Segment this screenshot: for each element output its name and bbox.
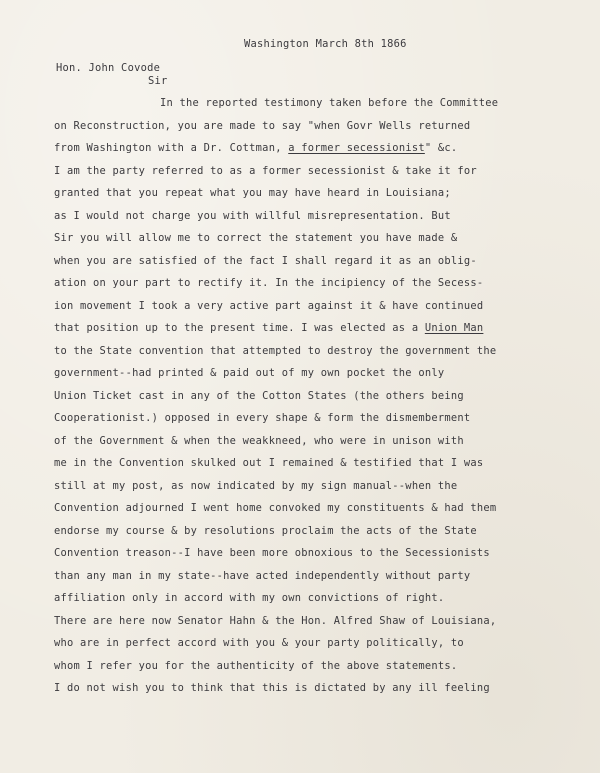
body-line xyxy=(54,475,574,498)
body-line xyxy=(54,542,574,565)
line-text: of the Government & when the weakkneed, who were in unison with xyxy=(54,434,464,447)
line-text: who are in perfect accord with you & your party politically, to xyxy=(54,637,464,649)
line-text: Cooperationist.) opposed in every shape & form the dismemberment xyxy=(54,412,471,424)
dateline: Washington March 8th 1866 xyxy=(244,38,407,50)
line-text: Convention treason--I have been more obnoxious to the Secessionists xyxy=(54,547,490,559)
line-text: Union Ticket cast in any of the Cotton States (the others being xyxy=(54,389,464,402)
body-line xyxy=(54,92,574,115)
body-line xyxy=(54,587,574,610)
line-text: There are here now Senator Hahn & the Hon. Alfred Shaw of Louisiana, xyxy=(54,614,497,627)
addressee: Hon. John Covode xyxy=(56,62,161,74)
line-text: " &c. xyxy=(424,142,458,154)
body-line xyxy=(54,497,574,520)
body-line xyxy=(54,632,574,655)
line-text: than any man in my state--have acted independently without party xyxy=(54,569,471,582)
body-line xyxy=(54,362,574,385)
body-line xyxy=(54,182,574,205)
line-text: me in the Convention skulked out I remained & testified that I was xyxy=(54,457,484,469)
line-text: I am the party referred to as a former secessionist & take it for xyxy=(54,164,477,177)
line-text: as I would not charge you with willful misrepresentation. But xyxy=(54,209,451,222)
line-text: from Washington with a Dr. Cottman, xyxy=(54,142,289,154)
body-line xyxy=(54,565,574,588)
line-text: In the reported testimony taken before the Committee xyxy=(160,97,499,109)
body-line xyxy=(54,520,574,543)
body-line xyxy=(54,227,574,250)
body-line xyxy=(54,295,574,318)
line-text: Convention adjourned I went home convoked my constituents & had them xyxy=(54,502,497,514)
line-text: when you are satisfied of the fact I shall regard it as an oblig- xyxy=(54,254,477,267)
line-text: government--had printed & paid out of my own pocket the only xyxy=(54,367,445,379)
line-text: whom I refer you for the authenticity of the above statements. xyxy=(54,659,458,672)
line-text: ation on your part to rectify it. In the incipiency of the Secess- xyxy=(54,277,484,289)
body-line xyxy=(54,655,574,678)
body-line xyxy=(54,115,574,138)
body-line xyxy=(54,160,574,183)
letter-body xyxy=(54,92,574,700)
salutation: Sir xyxy=(148,75,168,87)
line-text: ion movement I took a very active part against it & have continued xyxy=(54,299,484,312)
line-text: endorse my course & by resolutions proclaim the acts of the State xyxy=(54,524,477,537)
body-line xyxy=(54,250,574,273)
line-text: Sir you will allow me to correct the statement you have made & xyxy=(54,232,458,244)
line-text: I do not wish you to think that this is dictated by any ill feeling xyxy=(54,682,490,694)
line-text: affiliation only in accord with my own convictions of right. xyxy=(54,592,445,604)
line-text: that position up to the present time. I was elected as a xyxy=(54,322,425,334)
body-line xyxy=(54,137,574,160)
line-text: on Reconstruction, you are made to say "when Govr Wells returned xyxy=(54,119,471,132)
body-line xyxy=(54,317,574,340)
line-text: to the State convention that attempted to destroy the government the xyxy=(54,344,497,357)
body-line xyxy=(54,340,574,363)
body-line xyxy=(54,205,574,228)
body-line xyxy=(54,677,574,700)
body-line xyxy=(54,385,574,408)
body-line xyxy=(54,610,574,633)
body-line xyxy=(54,430,574,453)
line-text: still at my post, as now indicated by my sign manual--when the xyxy=(54,479,458,492)
underlined-phrase: Union Man xyxy=(424,322,484,334)
line-text: granted that you repeat what you may have heard in Louisiana; xyxy=(54,187,451,199)
body-line xyxy=(54,407,574,430)
body-line xyxy=(54,272,574,295)
body-line xyxy=(54,452,574,475)
underlined-phrase: a former secessionist xyxy=(288,142,425,154)
